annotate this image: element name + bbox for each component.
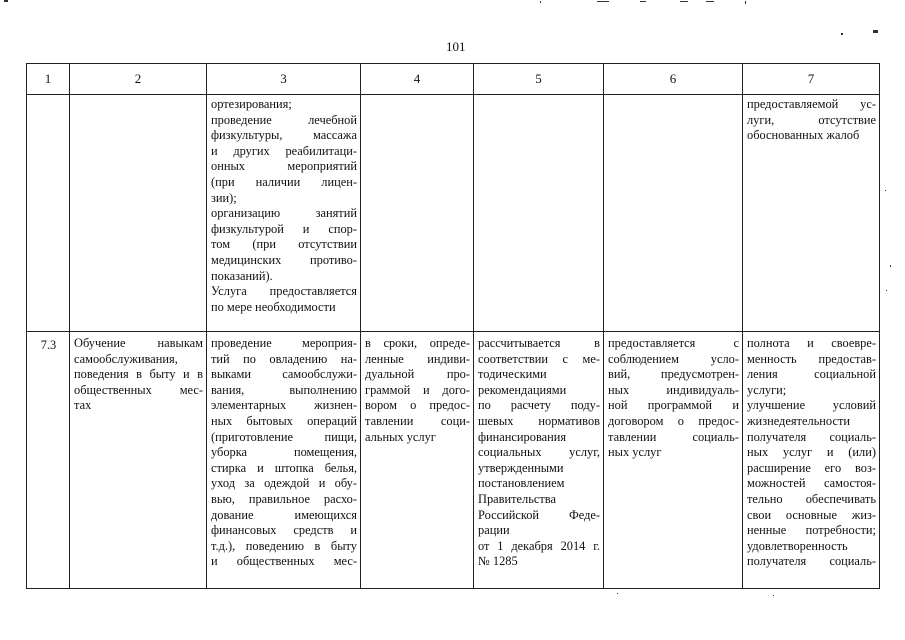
column-header-1: 1 [27,64,70,95]
text-line: уход за одеждой и обу- [211,476,357,491]
text-line: по мере необходимости [211,299,336,314]
cell-timing [361,95,474,332]
text-line: дуальной про- [365,367,470,382]
text-line: ненные потребности; [747,523,876,538]
text-line: вий, предусмотрен- [608,367,739,382]
text-line: свои основные жиз- [747,507,876,522]
text-line: тавлении соци- [365,413,470,428]
text-line: предоставляется с [608,336,739,350]
text-line: самообслуживания, [74,351,178,366]
text-line: тий по овладению на- [211,351,357,366]
text-line: шевых нормативов [478,413,600,428]
text-line: финансовых средств и [211,523,357,538]
text-line: ных бытовых операций [211,413,357,428]
text-line: получателя социаль- [747,554,876,569]
text-line: социальных услуг, [478,445,600,460]
text-line: физкультурой и спор- [211,221,357,236]
cell-service-name [70,95,207,332]
text-line: по расчету поду- [478,398,600,413]
column-header-4: 4 [361,64,474,95]
text-line: Российской Феде- [478,507,600,522]
text-line: соответствии с ме- [478,351,600,366]
cell-service-description [207,332,361,589]
text-line: (приготовление пищи, [211,429,357,444]
text-line: постановлением [478,476,565,491]
text-line: ной программой и [608,398,739,413]
table-row-continuation [27,95,880,332]
text-line: и общественных мес- [211,554,357,569]
text-line: тельно обеспечивать [747,491,876,506]
text-line: тодическими [478,367,547,382]
column-header-7: 7 [743,64,880,95]
text-line: ленные индиви- [365,351,470,366]
cell-number: 7.3 [27,332,70,589]
text-line: показаний). [211,268,273,283]
cell-number [27,95,70,332]
text-line: расширение его воз- [747,460,876,475]
text-line: дование имеющихся [211,507,357,522]
text-line: Услуга предоставляется [211,284,357,299]
text-line: предоставляемой ус- [747,97,876,111]
column-header-2: 2 [70,64,207,95]
cell-quality-indicators [743,332,880,589]
text-line: поведения в быту и в [74,367,203,382]
text-line: финансирования [478,429,567,444]
text-line: тавлении социаль- [608,429,739,444]
text-line: вью, правильное расхо- [211,491,357,506]
text-line: рассчитывается в [478,336,600,350]
text-line: ортезирования; [211,97,292,111]
text-line: граммой и дого- [365,382,470,397]
cell-cost [474,95,604,332]
text-line: ных индивидуаль- [608,382,739,397]
text-line: вания, выполнению [211,382,357,397]
cell-conditions [604,95,743,332]
text-line: проведение мероприя- [211,336,357,350]
cell-service-name [70,332,207,589]
table-header-row [27,64,880,95]
text-line: физкультуры, массажа [211,128,357,143]
cell-timing [361,332,474,589]
text-line: рекомендациями [478,382,567,397]
text-line: зии); [211,190,237,205]
text-line: онных мероприятий [211,159,357,174]
text-line: ления социальной [747,367,876,382]
cell-quality-indicators [743,95,880,332]
text-line: Обучение навыкам [74,336,203,350]
text-line: обоснованных жалоб [747,128,860,143]
text-line: утвержденными [478,460,564,475]
text-line: договором о предос- [608,413,739,428]
text-line: тах [74,398,92,413]
text-line: улучшение условий [747,398,876,413]
text-line: от 1 декабря 2014 г. [478,538,600,553]
text-line: менность предостав- [747,351,876,366]
text-line: стирка и штопка белья, [211,460,357,475]
text-line: (при наличии лицен- [211,174,357,189]
text-line: ных услуг [608,445,662,460]
text-line: т.д.), поведению в быту [211,538,357,553]
cell-service-description [207,95,361,332]
text-line: в сроки, опреде- [365,336,470,350]
text-line: вором о предос- [365,398,470,413]
text-line: альных услуг [365,429,436,444]
column-header-5: 5 [474,64,604,95]
text-line: выками самообслужи- [211,367,357,382]
text-line: услуги; [747,382,787,397]
services-table [26,63,880,589]
text-line: элементарных жизнен- [211,398,357,413]
text-line: и других реабилитаци- [211,143,357,158]
text-line: рации [478,523,510,538]
cell-conditions [604,332,743,589]
text-line: жизнедеятельности [747,413,850,428]
text-line: уборка помещения, [211,445,357,460]
text-line: удовлетворенность [747,538,848,553]
text-line: полнота и своевре- [747,336,876,350]
text-line: получателя социаль- [747,429,876,444]
table-row-7-3 [27,332,880,589]
text-line: № 1285 [478,554,518,569]
text-line: общественных мес- [74,382,203,397]
text-line: организацию занятий [211,206,357,221]
text-line: луги, отсутствие [747,112,876,127]
cell-cost [474,332,604,589]
text-line: Правительства [478,491,556,506]
text-line: медицинских противо- [211,252,357,267]
text-line: соблюдением усло- [608,351,739,366]
page-number: 101 [446,39,466,54]
text-line: том (при отсутствии [211,237,357,252]
column-header-6: 6 [604,64,743,95]
text-line: можностей самостоя- [747,476,876,491]
text-line: проведение лечебной [211,112,357,127]
column-header-3: 3 [207,64,361,95]
text-line: ных услуг и (или) [747,445,876,460]
